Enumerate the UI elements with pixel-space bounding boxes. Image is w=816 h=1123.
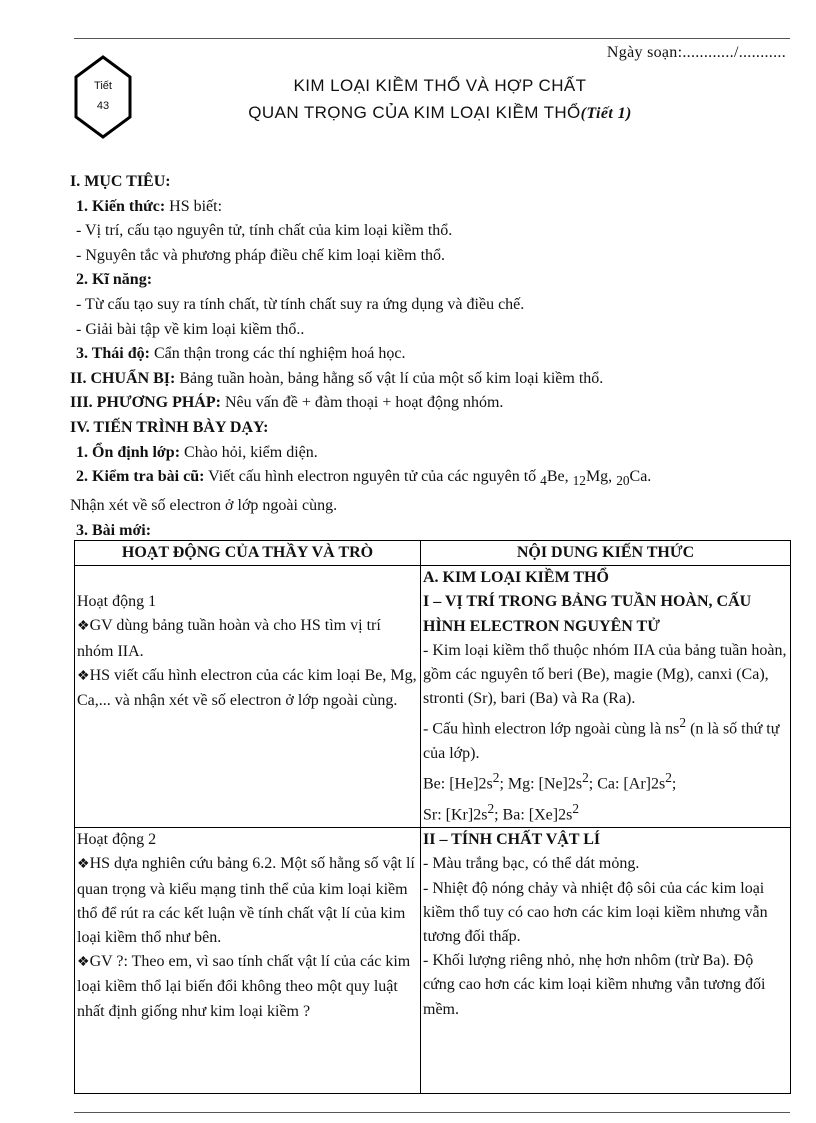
content-1-p2: - Cấu hình electron lớp ngoài cùng là $ns^2$ (n là số thứ tự của lớp). [423, 715, 780, 762]
section-2: II. CHUẨN BỊ: Bảng tuần hoàn, bảng hằng số vật lí của một số kim loại kiềm thổ. [70, 369, 604, 387]
section-1-2-a: - Từ cấu tạo suy ra tính chất, từ tính chất suy ra ứng dụng và điều chế. [76, 295, 525, 313]
content-heading-1: I – VỊ TRÍ TRONG BẢNG TUẦN HOÀN, CẤU HÌNH ELECTRON NGUYÊN TỬ [423, 593, 752, 635]
section-4-2: 2. Kiểm tra bài cũ: Viết cấu hình electron nguyên tử của các nguyên tố $_4$Be, $_{12}$Mg, $_{20}$Ca. [76, 468, 652, 489]
section-3: III. PHƯƠNG PHÁP: Nêu vấn đề + đàm thoại + hoạt động nhóm. [70, 394, 504, 412]
section-4-2-line2: Nhận xét về số electron ở lớp ngoài cùng. [70, 496, 338, 514]
title-line2-text: QUAN TRỌNG CỦA KIM LOẠI KIỀM THỔ [248, 103, 581, 122]
lesson-table [74, 540, 791, 1094]
lesson-badge-hexagon [74, 55, 132, 139]
section-1-1-a: - Vị trí, cấu tạo nguyên tử, tính chất của kim loại kiềm thổ. [76, 222, 453, 240]
section-4-3: 3. Bài mới: [76, 521, 152, 539]
section-1-1-b: - Nguyên tắc và phương pháp điều chế kim loại kiềm thổ. [76, 246, 446, 264]
top-rule [74, 38, 790, 39]
activity-1-bullet-2: ❖ HS viết cấu hình electron của các kim loại Be, Mg, Ca,... và nhận xét về số electron ở lớp ngoài cùng. [77, 664, 418, 713]
row1-content [421, 566, 791, 828]
row1-activity [75, 566, 421, 828]
content-1-config-line1: Be: $[He]2s^2$; Mg: $[Ne]2s^2$; Ca: $[Ar]2s^2$; [423, 770, 677, 793]
bottom-rule [74, 1112, 790, 1113]
content-2-p1: - Màu trắng bạc, có thể dát mỏng. [423, 855, 640, 873]
content-2-p2: - Nhiệt độ nóng chảy và nhiệt độ sôi của các kim loại kiềm thổ tuy có cao hơn các kim loại kiềm nhưng vẫn tương đối thấp. [423, 879, 768, 946]
content-1-config-line2: Sr: $[Kr]2s^2$; Ba: $[Xe]2s^2$ [423, 800, 579, 824]
section-1-3: 3. Thái độ: Cẩn thận trong các thí nghiệm hoá học. [76, 345, 406, 363]
content-heading-2: II – TÍNH CHẤT VẬT LÍ [423, 831, 601, 849]
lesson-body [70, 170, 792, 543]
activity-1-title: Hoạt động 1 [77, 593, 157, 611]
section-4-title: IV. TIẾN TRÌNH BÀY DẠY: [70, 418, 269, 436]
date-label: Ngày soạn:............/........... [606, 44, 786, 61]
activity-2-bullet-1: ❖ HS dựa nghiên cứu bảng 6.2. Một số hằng số vật lí quan trọng và kiểu mạng tinh thể của kim loại kiềm thổ để rút ra các kết luận về tính chất vật lí của kim loại kiềm thổ như bên. [77, 852, 418, 950]
activity-2-bullet-2: ❖ GV ?: Theo em, vì sao tính chất vật lí của các kim loại kiềm thổ lại biến đổi không theo một quy luật nhất định giống như kim loại kiềm ? [77, 950, 418, 1024]
content-part-a: A. KIM LOẠI KIỀM THỔ [423, 569, 609, 587]
section-1-2-b: - Giải bài tập về kim loại kiềm thổ.. [76, 320, 305, 338]
section-1-2: 2. Kĩ năng: [76, 271, 153, 289]
content-1-p1: - Kim loại kiềm thổ thuộc nhóm IIA của bảng tuần hoàn, gồm các nguyên tố beri (Be), magie (Mg), canxi (Ca), stronti (Sr), bari (Ba) và Ra (Ra). [423, 641, 787, 708]
activity-1-bullet-1: ❖ GV dùng bảng tuần hoàn và cho HS tìm vị trí nhóm IIA. [77, 614, 418, 663]
row2-content [421, 828, 791, 1094]
title-line1: KIM LOẠI KIỀM THỔ VÀ HỢP CHẤT [293, 76, 587, 95]
title-line2 [180, 103, 700, 123]
section-1-title: I. MỤC TIÊU: [70, 173, 171, 190]
activity-2-title: Hoạt động 2 [77, 831, 157, 849]
lesson-badge-line1: Tiết [94, 80, 112, 92]
title-suffix: (Tiết 1) [580, 105, 632, 122]
row2-activity [75, 828, 421, 1094]
lesson-badge-line2: 43 [96, 100, 110, 112]
section-4-1: 1. Ổn định lớp: Chào hỏi, kiểm diện. [76, 443, 318, 461]
col2-header: NỘI DUNG KIẾN THỨC [421, 541, 791, 566]
col1-header: HOẠT ĐỘNG CỦA THẦY VÀ TRÒ [75, 541, 421, 566]
section-1-1: 1. Kiến thức: HS biết: [76, 197, 223, 215]
content-2-p3: - Khối lượng riêng nhỏ, nhẹ hơn nhôm (trừ Ba). Độ cứng cao hơn các kim loại kiềm nhưng vẫn tương đối mềm. [423, 952, 766, 1018]
